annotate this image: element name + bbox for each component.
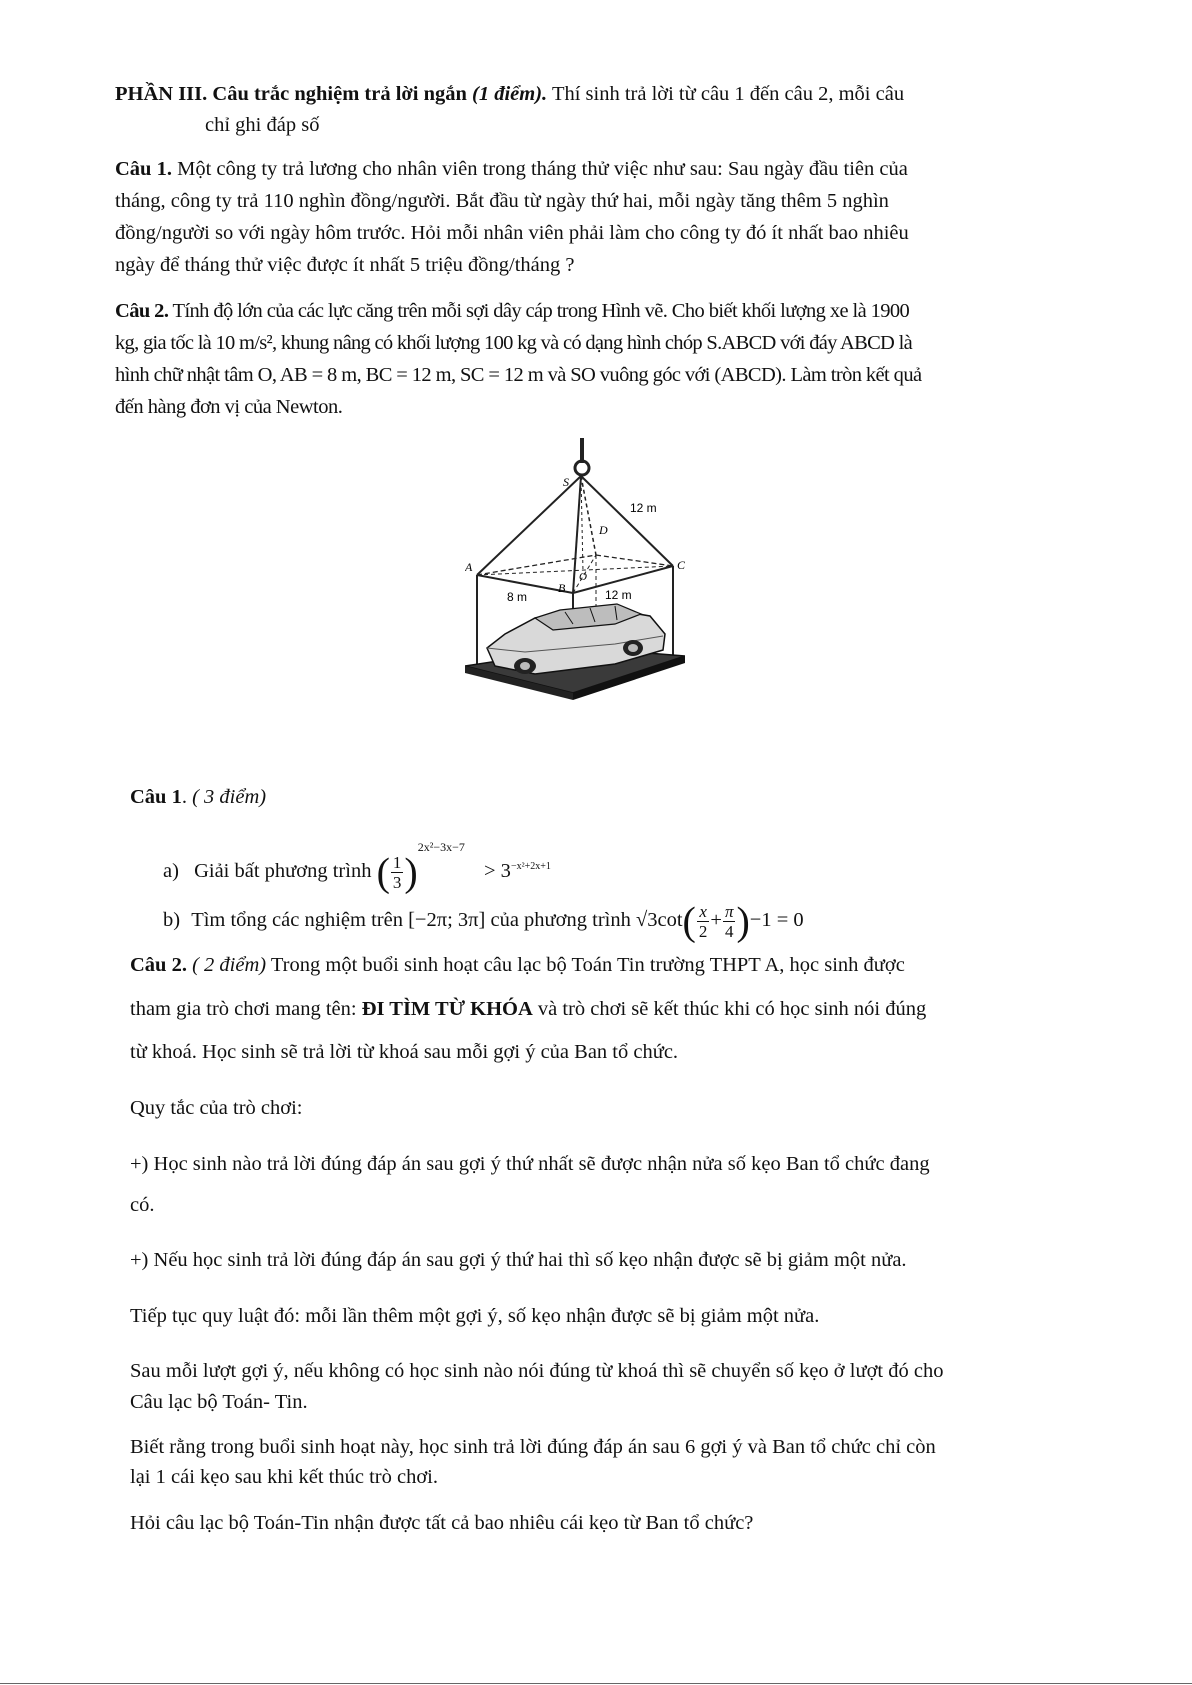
q2b-text2a: tham gia trò chơi mang tên: xyxy=(130,998,357,1020)
q2b-rule3: Tiếp tục quy luật đó: mỗi lần thêm một gợi ý, số kẹo nhận được sẽ bị giảm một nửa. xyxy=(130,1305,820,1327)
q2b-rule4a: Sau mỗi lượt gợi ý, nếu không có học sinh nào nói đúng từ khoá thì sẽ chuyển số kẹo ở lượt đó cho xyxy=(130,1360,944,1382)
q2b-text1: Trong một buổi sinh hoạt câu lạc bộ Toán Tin trường THPT A, học sinh được xyxy=(270,954,905,976)
q1b-b-text2: của phương trình xyxy=(490,909,631,931)
q1b-b-frac1-num: x xyxy=(697,902,710,922)
q2b-rule1b: có. xyxy=(130,1194,155,1216)
label-A: A xyxy=(465,560,473,574)
q1-line2: tháng, công ty trả 110 nghìn đồng/người. Bắt đầu từ ngày thứ hai, mỗi ngày tăng thêm 5 nghìn xyxy=(115,190,889,212)
label-B: B xyxy=(558,581,566,595)
q1b-a-text: Giải bất phương trình xyxy=(194,860,372,882)
label-D: D xyxy=(599,523,608,537)
q1b-b-label: b) xyxy=(163,909,181,931)
part3-heading-points: (1 điểm). xyxy=(472,83,548,105)
part3-heading xyxy=(115,79,904,109)
q1b-a-label: a) xyxy=(163,860,179,882)
q2b-rule4b: Câu lạc bộ Toán- Tin. xyxy=(130,1391,308,1413)
q1b-a-base-num: 1 xyxy=(392,852,402,872)
q2b-line1 xyxy=(130,950,905,980)
q2b-fact1b: lại 1 cái kẹo sau khi kết thúc trò chơi. xyxy=(130,1466,439,1488)
q1-line4: ngày để tháng thử việc được ít nhất 5 triệu đồng/tháng ? xyxy=(115,254,575,276)
q2b-text2b: và trò chơi sẽ kết thúc khi có học sinh nói đúng xyxy=(537,998,927,1020)
q2-line4: đến hàng đơn vị của Newton. xyxy=(115,396,343,418)
q2b-label: Câu 2. xyxy=(130,954,187,976)
q2-label: Câu 2. xyxy=(115,300,169,322)
q1b-heading: Câu 1. ( 3 điểm) xyxy=(130,786,267,808)
part3-heading-title: PHẦN III. Câu trắc nghiệm trả lời ngắn xyxy=(115,83,467,105)
q2b-line2 xyxy=(130,994,926,1024)
q2b-rule2: +) Nếu học sinh trả lời đúng đáp án sau gợi ý thứ hai thì số kẹo nhận được sẽ bị giảm một nửa. xyxy=(130,1249,907,1271)
q2b-rules-title: Quy tắc của trò chơi: xyxy=(130,1097,303,1119)
q1b-b-frac2-den: 4 xyxy=(724,921,734,941)
q2b-points: ( 2 điểm) xyxy=(192,954,267,976)
label-bc-length: 12 m xyxy=(605,588,632,602)
label-S: S xyxy=(563,475,569,489)
q1b-part-b: b) Tìm tổng các nghiệm trên [−2π; 3π] của phương trình √3cot( $\frac{x}{2}$ + $\frac{\pi}{4}$ )−1 = 0 xyxy=(163,898,804,944)
q1b-a-rhs: > 3 xyxy=(484,860,511,882)
q2b-keyword: ĐI TÌM TỪ KHÓA xyxy=(361,998,533,1020)
q1b-b-tail: −1 = 0 xyxy=(749,909,804,931)
q2b-rule1a: +) Học sinh nào trả lời đúng đáp án sau gợi ý thứ nhất sẽ được nhận nửa số kẹo Ban tổ chức đang xyxy=(130,1153,930,1175)
q1b-b-sqrt: √3 xyxy=(635,909,658,931)
q1b-a-rhs-exp: −x²+2x+1 xyxy=(510,861,551,873)
q1b-b-text1: Tìm tổng các nghiệm trên xyxy=(191,909,403,931)
page-bottom-rule xyxy=(0,1683,1192,1684)
part3-heading-rest: Thí sinh trả lời từ câu 1 đến câu 2, mỗi câu xyxy=(551,83,905,105)
label-O: O xyxy=(579,571,587,583)
q2-line2: kg, gia tốc là 10 m/s², khung nâng có khối lượng 100 kg và có dạng hình chóp S.ABCD với đáy ABCD là xyxy=(115,332,912,354)
q1b-b-frac2-num: π xyxy=(724,901,734,921)
q2-line3: hình chữ nhật tâm O, AB = 8 m, BC = 12 m, SC = 12 m và SO vuông góc với (ABCD). Làm tròn kết quả xyxy=(115,364,922,386)
q2b-fact1a: Biết rằng trong buổi sinh hoạt này, học sinh trả lời đúng đáp án sau 6 gợi ý và Ban tổ chức chỉ còn xyxy=(130,1436,936,1458)
q1-line1 xyxy=(115,154,908,184)
label-ab-length: 8 m xyxy=(507,590,528,604)
q1b-b-interval: [−2π; 3π] xyxy=(408,909,486,931)
q1b-b-frac1-den: 2 xyxy=(698,921,708,941)
q2b-question: Hỏi câu lạc bộ Toán-Tin nhận được tất cả bao nhiêu cái kẹo từ Ban tổ chức? xyxy=(130,1512,754,1534)
label-C: C xyxy=(677,558,685,572)
q1-line3: đồng/người so với ngày hôm trước. Hỏi mỗi nhân viên phải làm cho công ty đó ít nhất bao nhiêu xyxy=(115,222,909,244)
q1-text1: Một công ty trả lương cho nhân viên trong tháng thử việc như sau: Sau ngày đầu tiên của xyxy=(177,158,908,180)
q1b-b-cot: cot xyxy=(657,909,683,931)
q2b-line3: từ khoá. Học sinh sẽ trả lời từ khoá sau mỗi gợi ý của Ban tổ chức. xyxy=(130,1041,679,1063)
q2-line1 xyxy=(115,296,909,326)
q1b-a-exp: 2x²−3x−7 xyxy=(417,840,465,854)
label-sc-length: 12 m xyxy=(630,501,657,515)
q2-text1: Tính độ lớn của các lực căng trên mỗi sợi dây cáp trong Hình vẽ. Cho biết khối lượng xe là 1900 xyxy=(172,300,910,322)
q1b-label: Câu 1 xyxy=(130,786,182,808)
q1-label: Câu 1. xyxy=(115,158,172,180)
q1b-part-a: a) Giải bất phương trình ( $\frac{1}{3}$ )$^{2x^2-3x-7} > 3^{-x^2+2x+1}$ xyxy=(163,840,551,895)
q1b-a-base-den: 3 xyxy=(392,872,402,892)
pyramid-car-figure xyxy=(465,438,685,733)
part3-heading-line2: chỉ ghi đáp số xyxy=(205,114,320,136)
q1b-points: ( 3 điểm) xyxy=(192,786,267,808)
